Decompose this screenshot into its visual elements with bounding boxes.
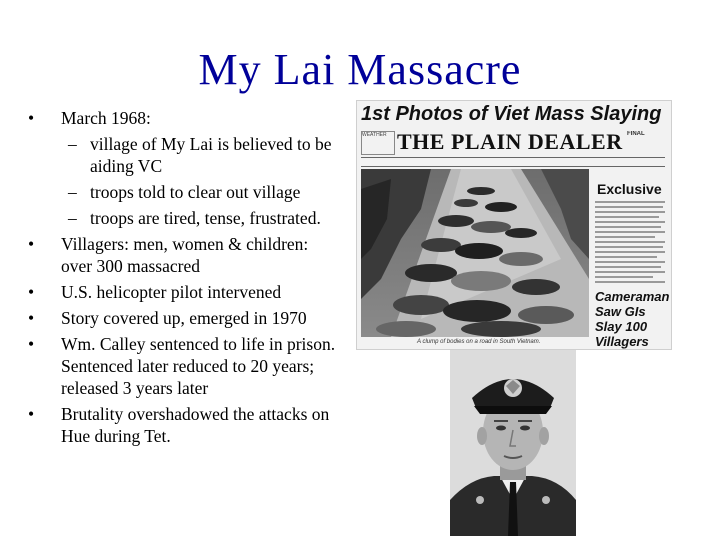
bullet-marker: • bbox=[28, 234, 35, 254]
newspaper-masthead: THE PLAIN DEALER bbox=[397, 129, 623, 154]
bullet-marker: • bbox=[28, 334, 35, 354]
newspaper-photo-caption: A clump of bodies on a road in South Vietnam. bbox=[417, 339, 541, 345]
sub-bullet-item bbox=[28, 207, 340, 229]
army-officer-portrait-icon bbox=[450, 350, 576, 536]
officer-portrait bbox=[450, 350, 576, 536]
newspaper-exclusive-label: Exclusive bbox=[597, 181, 662, 197]
newspaper-edition-box bbox=[627, 131, 667, 153]
newspaper-article-text bbox=[595, 201, 667, 287]
newspaper-dateline bbox=[361, 157, 665, 167]
bullet-text: Brutality overshadowed the attacks on Hue during Tet. bbox=[61, 404, 330, 446]
sub-bullet-marker: – bbox=[68, 208, 77, 228]
newspaper-photo bbox=[361, 169, 589, 337]
sub-bullet-marker: – bbox=[68, 182, 77, 202]
bullet-marker: • bbox=[28, 404, 35, 424]
newspaper-headline: 1st Photos of Viet Mass Slaying bbox=[361, 103, 662, 125]
bullet-text: Wm. Calley sentenced to life in prison. Sentenced later reduced to 20 years; released 3 years later bbox=[61, 334, 336, 398]
newspaper-image bbox=[356, 100, 672, 350]
newspaper-weather-box bbox=[361, 131, 395, 155]
bullet-item bbox=[28, 107, 340, 129]
bullet-text: Story covered up, emerged in 1970 bbox=[61, 308, 307, 328]
bullet-text: Villagers: men, women & children: over 300 massacred bbox=[61, 234, 309, 276]
bullet-item bbox=[28, 281, 340, 303]
sub-bullet-text: troops are tired, tense, frustrated. bbox=[90, 208, 321, 228]
newspaper-weather-label: WEATHER bbox=[362, 132, 387, 138]
bullet-marker: • bbox=[28, 308, 35, 328]
bullet-text: U.S. helicopter pilot intervened bbox=[61, 282, 282, 302]
slide-title: My Lai Massacre bbox=[198, 45, 522, 94]
sub-bullet-item bbox=[28, 181, 340, 203]
bullet-item bbox=[28, 233, 340, 277]
newspaper-edition-label: FINAL bbox=[627, 131, 645, 137]
bullet-text: March 1968: bbox=[61, 108, 151, 128]
sub-bullet-marker: – bbox=[68, 134, 77, 154]
bullet-item bbox=[28, 307, 340, 329]
sub-bullet-item bbox=[28, 133, 340, 177]
newspaper-slug: Cameraman Saw GIs Slay 100 Villagers bbox=[595, 289, 670, 349]
bullet-marker: • bbox=[28, 108, 35, 128]
sub-bullet-text: troops told to clear out village bbox=[90, 182, 301, 202]
bullet-item bbox=[28, 403, 340, 447]
bullet-marker: • bbox=[28, 282, 35, 302]
sub-bullet-text: village of My Lai is believed to be aiding VC bbox=[90, 134, 332, 176]
bullet-item bbox=[28, 333, 340, 399]
road-photo-icon bbox=[361, 169, 589, 337]
bullet-list bbox=[28, 107, 340, 451]
